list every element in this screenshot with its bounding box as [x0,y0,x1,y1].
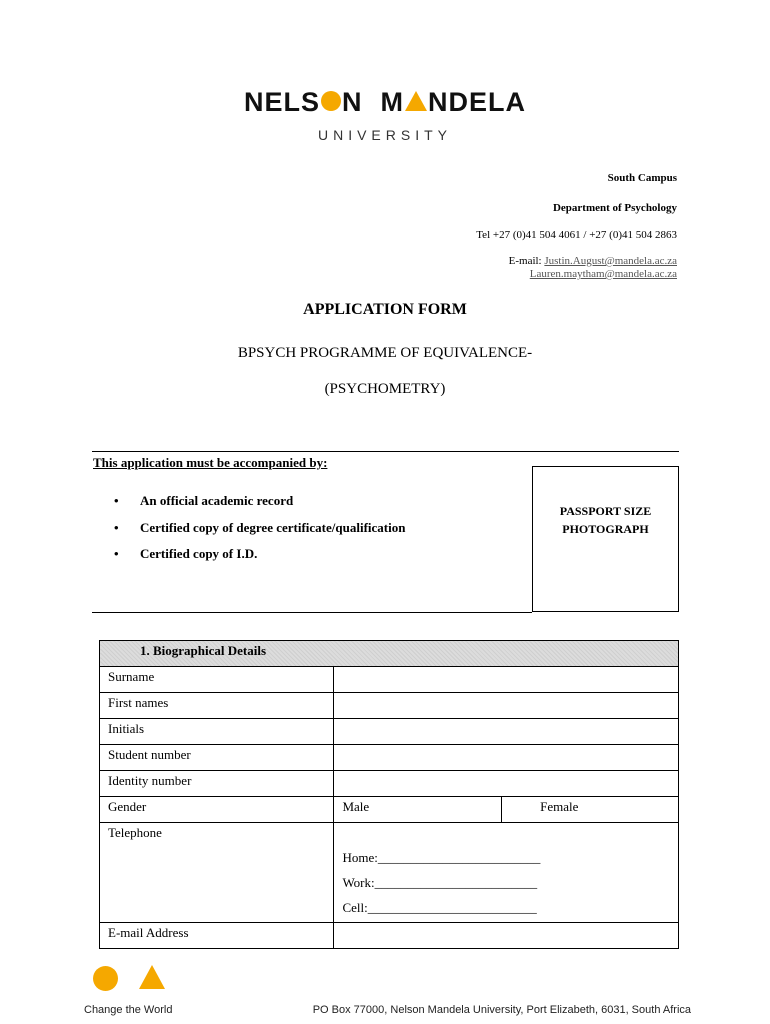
university-logo [0,86,770,118]
programme-title: BPSYCH PROGRAMME OF EQUIVALENCE- [237,345,533,361]
specialisation-title: (PSYCHOMETRY) [324,381,446,397]
student-number-field[interactable] [334,745,679,771]
department-name: Department of Psychology [552,202,677,214]
initials-label: Initials [100,719,334,745]
bullet-icon: • [114,519,119,535]
email-link-justin[interactable]: Justin.August@mandela.ac.za [544,255,677,267]
gender-female-option[interactable]: Female [502,797,679,823]
form-title: APPLICATION FORM [303,301,467,318]
footer-triangle-icon [139,965,165,989]
student-number-label: Student number [100,745,334,771]
gender-label: Gender [100,797,334,823]
first-names-label: First names [100,693,334,719]
list-item: • An official academic record [114,493,294,508]
table-row [100,745,679,771]
bottom-divider [92,612,532,613]
table-row [100,693,679,719]
requirements-heading: This application must be accompanied by: [93,455,328,470]
table-row [100,641,679,667]
campus-name: South Campus [607,172,677,184]
biographical-details-table [99,640,679,949]
telephone-field[interactable] [334,823,679,923]
telephone-numbers: Tel +27 (0)41 504 4061 / +27 (0)41 504 2863 [476,229,677,241]
gender-male-option[interactable]: Male [334,797,502,823]
initials-field[interactable] [334,719,679,745]
footer-circle-icon [93,966,118,991]
email-line-1 [509,255,677,268]
list-item: • Certified copy of I.D. [114,546,258,561]
table-row [100,823,679,923]
table-row [100,719,679,745]
email-link-lauren[interactable]: Lauren.maytham@mandela.ac.za [529,268,677,280]
logo-text-nels: NELS [243,87,320,118]
footer-slogan: Change the World [84,1004,173,1016]
logo-text-ndela: NDELA [428,87,526,118]
logo-text-n: N [342,87,363,118]
logo-subtitle: UNIVERSITY [317,127,452,143]
table-row [100,797,679,823]
table-row [100,771,679,797]
work-phone-line[interactable]: Work:_________________________ [342,875,538,890]
logo-circle-icon [321,91,341,111]
email-address-field[interactable] [334,923,679,949]
table-row [100,923,679,949]
list-item: • Certified copy of degree certificate/qualification [114,519,406,535]
logo-triangle-icon [405,91,427,111]
requirements-list [114,493,405,573]
first-names-field[interactable] [334,693,679,719]
photo-label-line-1: PASSPORT SIZE [559,504,652,518]
photo-label-line-2: PHOTOGRAPH [562,522,649,536]
bullet-icon: • [114,546,119,561]
passport-photo-box[interactable] [532,466,679,612]
logo-text-m: M [380,87,404,118]
footer-postal-address: PO Box 77000, Nelson Mandela University, Port Elizabeth, 6031, South Africa [312,1004,691,1016]
home-phone-line[interactable]: Home:_________________________ [342,850,541,865]
table-row [100,667,679,693]
identity-number-field[interactable] [334,771,679,797]
cell-phone-line[interactable]: Cell:__________________________ [342,900,537,915]
bullet-icon: • [114,493,119,508]
telephone-label: Telephone [100,823,334,923]
top-divider [92,451,679,452]
surname-label: Surname [100,667,334,693]
section-header: 1. Biographical Details [100,641,679,667]
email-line-2 [530,268,677,281]
surname-field[interactable] [334,667,679,693]
identity-number-label: Identity number [100,771,334,797]
email-address-label: E-mail Address [100,923,334,949]
email-label: E-mail: [508,255,545,267]
